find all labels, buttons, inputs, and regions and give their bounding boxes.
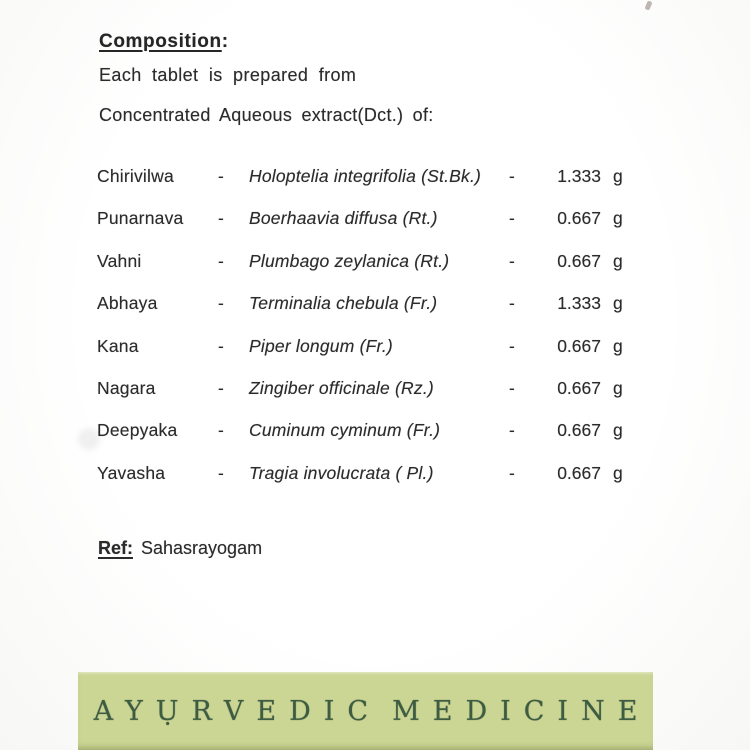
separator-dash: - <box>218 420 224 441</box>
botanical-name: Zingiber officinale (Rz.) <box>249 377 434 398</box>
quantity-value: 1.333 <box>557 166 601 186</box>
quantity-value: 0.667 <box>557 377 601 398</box>
ingredient-name: Nagara <box>97 377 156 398</box>
botanical-name: Cuminum cyminum (Fr.) <box>249 420 441 441</box>
botanical-name: Terminalia chebula (Fr.) <box>249 293 438 314</box>
ingredient-row <box>97 251 657 293</box>
reference-value: Sahasrayogam <box>141 538 263 558</box>
separator-dash: - <box>509 335 515 356</box>
ingredient-row <box>97 166 657 208</box>
ingredients-table <box>97 166 657 505</box>
separator-dash: - <box>509 420 515 441</box>
ayurvedic-medicine-banner <box>78 672 653 750</box>
unit-label: g <box>613 462 623 483</box>
separator-dash: - <box>218 166 224 186</box>
ingredient-row <box>97 336 657 378</box>
botanical-name: Tragia involucrata ( Pl.) <box>249 462 434 483</box>
intro-line-2: Concentrated Aqueous extract(Dct.) of: <box>99 105 434 125</box>
ingredient-name: Kana <box>97 335 139 356</box>
quantity-value: 0.667 <box>557 420 601 441</box>
photo-artifact-mark <box>644 0 652 10</box>
quantity-value: 0.667 <box>557 462 601 483</box>
ingredient-name: Vahni <box>97 250 142 271</box>
unit-label: g <box>613 250 623 271</box>
composition-heading-text: Composition <box>99 31 222 52</box>
quantity-value: 0.667 <box>557 250 601 271</box>
ingredient-row <box>97 463 657 505</box>
separator-dash: - <box>218 377 224 398</box>
unit-label: g <box>613 420 623 441</box>
ingredient-name: Chirivilwa <box>97 166 174 186</box>
separator-dash: - <box>218 250 224 271</box>
separator-dash: - <box>218 462 224 483</box>
reference-line <box>98 538 262 559</box>
composition-heading <box>99 31 229 53</box>
unit-label: g <box>613 208 623 229</box>
quantity-value: 0.667 <box>557 208 601 229</box>
botanical-name: Piper longum (Fr.) <box>249 335 393 356</box>
separator-dash: - <box>509 166 515 186</box>
ingredient-name: Deepyaka <box>97 420 178 441</box>
botanical-name: Boerhaavia diffusa (Rt.) <box>249 208 438 229</box>
reference-label: Ref: <box>98 538 133 558</box>
unit-label: g <box>613 166 623 186</box>
separator-dash: - <box>509 377 515 398</box>
ingredient-row <box>97 208 657 250</box>
unit-label: g <box>613 293 623 314</box>
ingredient-row <box>97 420 657 462</box>
separator-dash: - <box>509 293 515 314</box>
quantity-value: 0.667 <box>557 335 601 356</box>
ingredient-name: Abhaya <box>97 293 158 314</box>
banner-word-ayurvedic: AYỤRVEDIC <box>93 695 382 727</box>
intro-line-1: Each tablet is prepared from <box>99 65 357 85</box>
ingredient-row <box>97 293 657 335</box>
separator-dash: - <box>509 250 515 271</box>
ingredient-name: Punarnava <box>97 208 184 229</box>
separator-dash: - <box>218 208 224 229</box>
separator-dash: - <box>218 335 224 356</box>
ingredient-row <box>97 378 657 420</box>
botanical-name: Plumbago zeylanica (Rt.) <box>249 250 450 271</box>
banner-word-medicine: MEDICINE <box>392 695 651 727</box>
separator-dash: - <box>218 293 224 314</box>
unit-label: g <box>613 335 623 356</box>
unit-label: g <box>613 377 623 398</box>
separator-dash: - <box>509 462 515 483</box>
separator-dash: - <box>509 208 515 229</box>
botanical-name: Holoptelia integrifolia (St.Bk.) <box>249 166 482 186</box>
composition-heading-colon: : <box>221 31 229 52</box>
ingredient-name: Yavasha <box>97 462 166 483</box>
quantity-value: 1.333 <box>557 293 601 314</box>
